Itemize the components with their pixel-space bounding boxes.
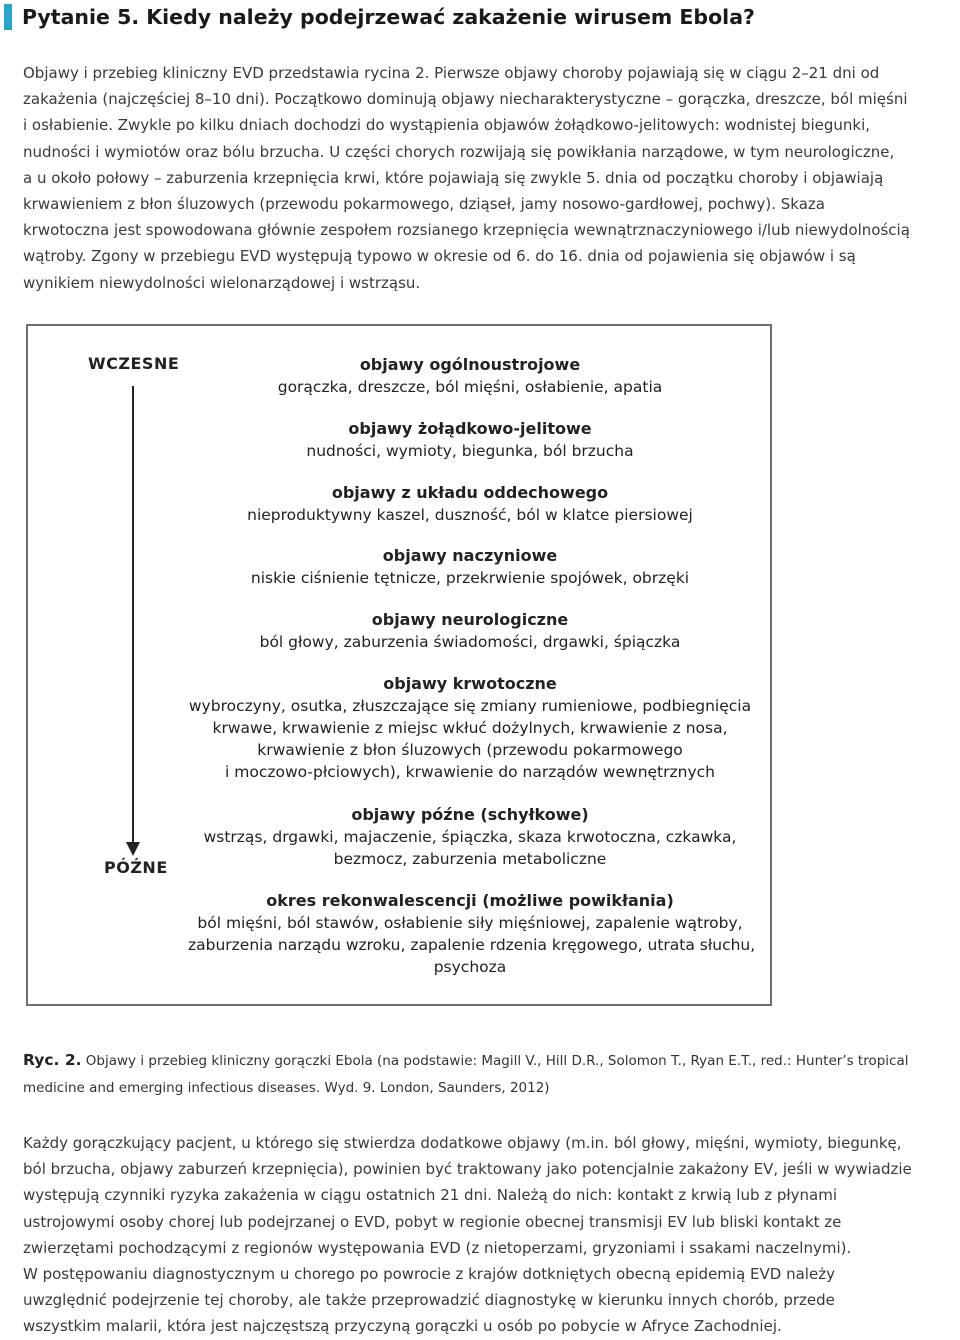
stage-title: objawy naczyniowe bbox=[382, 546, 558, 565]
stage-block-hemorrhagic bbox=[188, 673, 752, 783]
stage-block-late bbox=[188, 804, 752, 870]
figure-caption bbox=[23, 1047, 953, 1102]
intro-line: i osłabienie. Zwykle po kilku dniach dochodzi do wystąpienia objawów żołądkowo-jelitowych: wodnistej biegunki, bbox=[23, 116, 871, 135]
stage-symptoms: zaburzenia narządu wzroku, zapalenie rdzenia kręgowego, utrata słuchu, bbox=[188, 936, 756, 954]
outro-line: ustrojowymi osoby chorej lub podejrzanej o EVD, pobyt w regionie obecnej transmisji EV lub bliski kontakt ze bbox=[23, 1212, 842, 1231]
intro-line: a u około połowy – zaburzenia krzepnięcia krwi, które pojawiają się zwykle 5. dnia od początku choroby i objawiają bbox=[23, 168, 884, 187]
outro-paragraph bbox=[23, 1130, 960, 1340]
outro-line: występują czynniki ryzyka zakażenia w ciągu ostatnich 21 dni. Należą do nich: kontakt z krwią lub z płynami bbox=[23, 1186, 838, 1205]
stage-symptoms: wybroczyny, osutka, złuszczające się zmiany rumieniowe, podbiegnięcia bbox=[188, 697, 752, 715]
stage-block-respiratory bbox=[188, 482, 752, 526]
symptom-timeline-figure bbox=[26, 324, 772, 1006]
stage-title: objawy z układu oddechowego bbox=[331, 483, 609, 502]
stage-symptoms: bezmocz, zaburzenia metaboliczne bbox=[333, 850, 607, 868]
stage-symptoms: ból głowy, zaburzenia świadomości, drgawki, śpiączka bbox=[259, 633, 681, 651]
stage-block-systemic bbox=[188, 354, 752, 398]
outro-line: Każdy gorączkujący pacjent, u którego się stwierdza dodatkowe objawy (m.in. ból głowy, mięśni, wymioty, biegunkę, bbox=[23, 1134, 902, 1152]
outro-line: W postępowaniu diagnostycznym u chorego po powrocie z krajów dotkniętych obecną epidemią EVD należy bbox=[23, 1265, 835, 1284]
intro-line: wynikiem niewydolności wielonarządowej i wstrząsu. bbox=[23, 273, 421, 292]
caption-line bbox=[23, 1047, 953, 1075]
stage-symptoms: wstrząs, drgawki, majaczenie, śpiączka, skaza krwotoczna, czkawka, bbox=[203, 828, 737, 846]
caption-text: Objawy i przebieg kliniczny gorączki Ebola (na podstawie: Magill V., Hill D.R., Solomon T., Ryan E.T., red.: Hunter’s tropical bbox=[85, 1053, 909, 1069]
outro-line: wszystkim malarii, która jest najczęstszą przyczyną gorączki u osób po pobycie w Afryce Zachodniej. bbox=[23, 1317, 782, 1336]
intro-line: Objawy i przebieg kliniczny EVD przedstawia rycina 2. Pierwsze objawy choroby pojawiają się w ciągu 2–21 dni od bbox=[23, 64, 880, 82]
stage-block-convalescence bbox=[188, 890, 756, 978]
stage-title: okres rekonwalescencji (możliwe powikłania) bbox=[266, 891, 674, 910]
stage-title: objawy późne (schyłkowe) bbox=[351, 805, 589, 824]
stage-symptoms: psychoza bbox=[433, 958, 507, 976]
stage-symptoms: i moczowo-płciowych), krwawienie do narządów wewnętrznych bbox=[225, 763, 715, 781]
late-stage-label: PÓŹNE bbox=[104, 858, 168, 877]
caption-label: Ryc. 2. bbox=[23, 1051, 82, 1069]
stage-title: objawy krwotoczne bbox=[383, 674, 557, 693]
stage-block-neurological bbox=[188, 609, 752, 653]
outro-line: uwzględnić podejrzenie tej choroby, ale także przeprowadzić diagnostykę w kierunku innych chorób, przede bbox=[23, 1291, 835, 1310]
stage-block-vascular bbox=[188, 545, 752, 589]
stage-symptoms: nudności, wymioty, biegunka, ból brzucha bbox=[306, 442, 634, 460]
intro-line: nudności i wymiotów oraz bólu brzucha. U części chorych rozwijają się powikłania narządowe, w tym neurologiczne, bbox=[23, 142, 895, 161]
timeline-arrow-line bbox=[132, 386, 134, 848]
caption-line: medicine and emerging infectious diseases. Wyd. 9. London, Saunders, 2012) bbox=[23, 1080, 550, 1096]
stage-title: objawy ogólnoustrojowe bbox=[359, 355, 581, 374]
stage-symptoms: krwawienie z błon śluzowych (przewodu pokarmowego bbox=[257, 741, 683, 759]
intro-line: zakażenia (najczęściej 8–10 dni). Początkowo dominują objawy niecharakterystyczne – gorączka, dreszcze, ból mięśni bbox=[23, 90, 908, 109]
stage-symptoms: gorączka, dreszcze, ból mięśni, osłabienie, apatia bbox=[277, 378, 663, 396]
stage-symptoms: niskie ciśnienie tętnicze, przekrwienie spojówek, obrzęki bbox=[250, 569, 690, 587]
timeline-arrow-head-icon bbox=[126, 842, 140, 856]
outro-line: ból brzucha, objawy zaburzeń krzepnięcia), powinien być traktowany jako potencjalnie zakażony EV, jeśli w wywiadzie bbox=[23, 1160, 912, 1179]
stage-symptoms: ból mięśni, ból stawów, osłabienie siły mięśniowej, zapalenie wątroby, bbox=[197, 914, 743, 932]
heading-accent-bar bbox=[4, 4, 12, 30]
stage-block-gastrointestinal bbox=[188, 418, 752, 462]
stage-symptoms: nieproduktywny kaszel, duszność, ból w klatce piersiowej bbox=[247, 506, 693, 524]
intro-line: krwotoczna jest spowodowana głównie zespołem rozsianego krzepnięcia wewnątrznaczyniowego i/lub niewydolnością bbox=[23, 221, 910, 240]
question-heading bbox=[4, 2, 755, 32]
intro-paragraph bbox=[23, 60, 960, 296]
stage-title: objawy żołądkowo-jelitowe bbox=[348, 419, 592, 438]
heading-text: Pytanie 5. Kiedy należy podejrzewać zakażenie wirusem Ebola? bbox=[22, 5, 755, 29]
outro-line: zwierzętami pochodzącymi z regionów występowania EVD (z nietoperzami, gryzoniami i ssakami naczelnymi). bbox=[23, 1238, 852, 1257]
stage-title: objawy neurologiczne bbox=[371, 610, 569, 629]
stage-symptoms: krwawe, krwawienie z miejsc wkłuć dożylnych, krwawienie z nosa, bbox=[212, 719, 728, 737]
early-stage-label: WCZESNE bbox=[88, 354, 180, 373]
intro-line: wątroby. Zgony w przebiegu EVD występują typowo w okresie od 6. do 16. dnia od pojawienia się objawów i są bbox=[23, 247, 856, 266]
intro-line: krwawieniem z błon śluzowych (przewodu pokarmowego, dziąseł, jamy nosowo-gardłowej, pochwy). Skaza bbox=[23, 195, 825, 214]
